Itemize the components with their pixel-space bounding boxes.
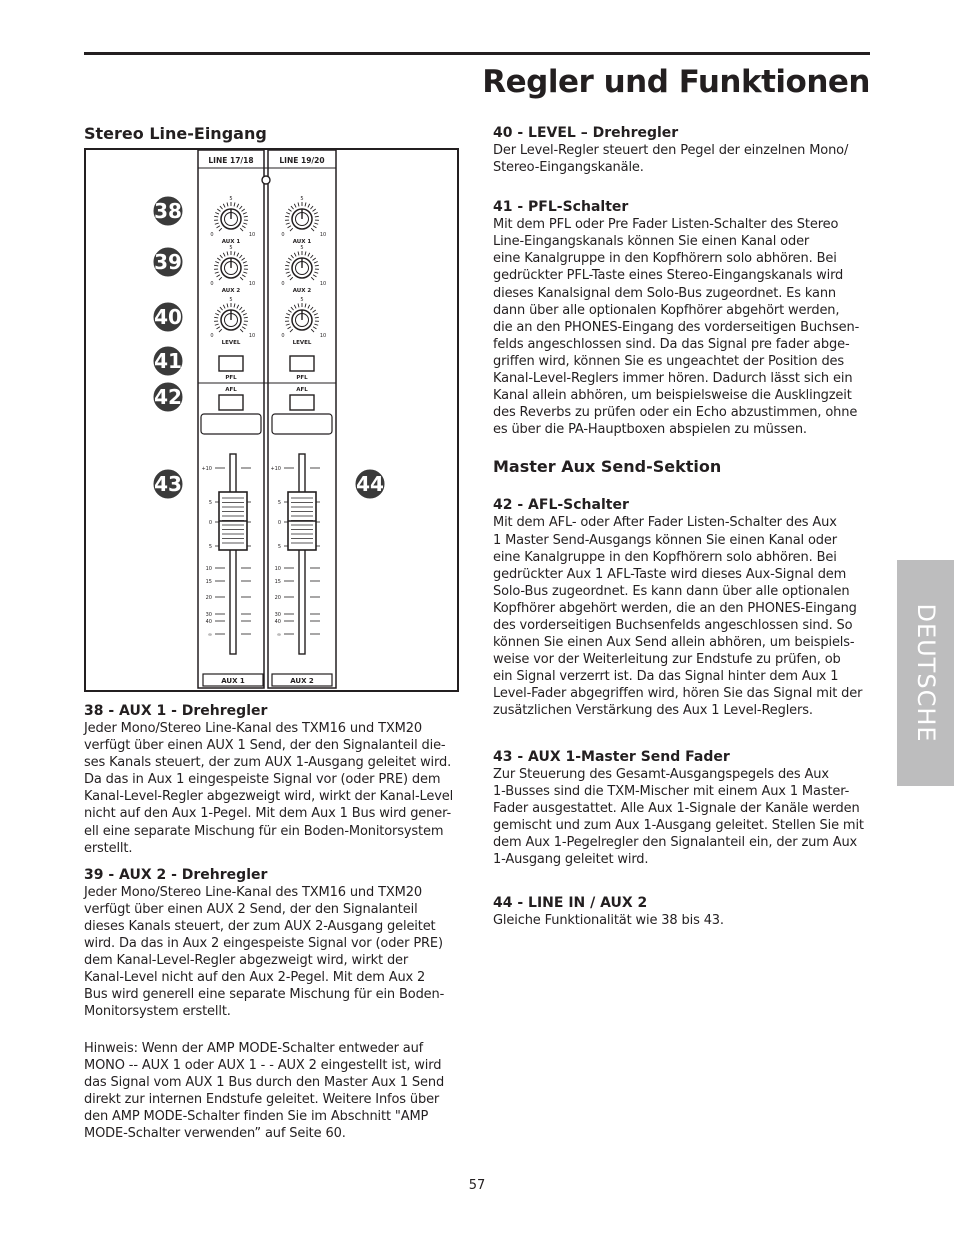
fader-scale-label: +10 [201,466,212,472]
knob-tick [294,204,296,208]
knob-scale-min: 0 [210,281,214,287]
knob-label: AUX 1 [221,239,241,245]
fader-scale-label: 0 [208,520,212,526]
knob-tick [220,255,223,258]
knob-tick [290,228,293,231]
knob-scale-min: 0 [210,232,214,238]
text-44: Gleiche Funktionalität wie 38 bis 43. [493,913,724,929]
knob-tick [313,258,316,260]
knob-tick [237,204,239,208]
knob-tick [285,216,289,217]
pfl-label: PFL [225,375,237,381]
knob-tick [242,209,245,211]
knob-scale-max: 10 [248,232,256,238]
fader-scale-label: 5 [277,544,281,550]
callout-number: 44 [356,472,384,496]
knob-tick [305,202,306,206]
knob-scale-max: 10 [319,232,327,238]
knob-scale-max: 10 [319,333,327,339]
knob-tick [315,317,319,318]
knob-scale-max: 10 [248,281,256,287]
knob-tick [288,258,291,260]
knob-tick [294,305,296,309]
language-tab [897,560,954,786]
mixer-diagram [86,150,457,690]
knob-scale-mid: 5 [229,196,233,202]
knob-label: AUX 2 [292,288,312,294]
knob-tick [215,261,219,263]
text-42: Mit dem AFL- oder After Fader Listen-Schalter des Aux 1 Master Send-Ausgangs können Sie einen Kanal oder eine Kanalgruppe in den Kopfhörern solo abhören. Bei gedrückter Aux 1 AFL-Taste wird dieses Aux-Signal dem Solo-Bus zugeordnet. Es kann dann über alle optionalen Kopfhörer abgehört werden, die an den PHONES-Eingang des vorderseitigen Buchsenfelds angeschlossen sind. So können Sie einen Aux Send allein abhören, um beispiels- weise vor der Weiterleitung zur Endstufe zu prüfen, ob ein Signal verzerrt ist. Da das Signal hinter dem Aux 1 Level-Fader abgegriffen wird, hören Sie das Signal mit der zusätzlichen Verstärkung des Aux 1 Level-Reglers. [493,515,863,719]
section-heading-master-aux: Master Aux Send-Sektion [493,457,722,477]
page-number: 57 [468,1178,486,1193]
knob-tick [314,261,318,263]
knob-label: LEVEL [292,340,312,346]
knob-tick [243,223,247,224]
knob-tick [244,317,248,318]
fader-scale-label: 5 [208,544,212,550]
pfl-button [290,356,314,371]
heading-40: 40 - LEVEL – Drehregler [493,125,679,141]
label-strip [272,414,332,434]
knob-tick [308,305,310,309]
heading-42: 42 - AFL-Schalter [493,497,629,514]
knob-tick [244,216,248,217]
fader-scale-label: 5 [208,500,212,506]
knob-tick [298,251,299,255]
knob-scale-max: 10 [248,333,256,339]
knob-tick [215,324,219,325]
knob-tick [313,310,316,312]
note-amp-mode: Hinweis: Wenn der AMP MODE-Schalter entweder auf MONO -- AUX 1 oder AUX 1 - - AUX 2 eingestellt ist, wird das Signal vom AUX 1 Bus durch den Master Aux 1 Send direkt zur internen Endstufe geleitet. Weitere Infos über den AMP MODE-Schalter finden Sie im Abschnitt "AMP MODE-Schalter verwenden” auf Seite 60. [84,1040,445,1141]
knob-tick [308,253,310,257]
fader-scale-label: 20 [274,595,281,601]
knob-tick [314,212,318,214]
heading-39: 39 - AUX 2 - Drehregler [84,866,268,883]
knob-tick [227,202,228,206]
language-tab-label: DEUTSCHE [911,603,940,743]
knob-tick [214,265,218,266]
knob-tick [215,313,219,315]
knob-tick [242,310,245,312]
fader-track [230,454,236,654]
knob-tick [223,204,225,208]
knob-scale-min: 0 [210,333,214,339]
knob-tick [240,228,243,231]
knob-tick [243,272,247,273]
fader-scale-label: 20 [205,595,212,601]
knob-tick [291,307,294,310]
knob-tick [291,255,294,258]
knob-label: LEVEL [221,340,241,346]
afl-label: AFL [225,387,237,393]
heading-41: 41 - PFL-Schalter [493,199,629,216]
knob-tick [243,212,247,214]
fader-scale-label: ∞ [276,632,281,638]
knob-tick [242,327,245,329]
knob-tick [290,277,293,280]
fader-scale-label: 30 [274,612,281,618]
callout-number: 39 [154,250,182,274]
fader-scale-label: 15 [274,579,281,585]
fader-scale-label: 40 [205,619,212,625]
channel-label: LINE 19/20 [279,156,325,165]
knob-tick [217,258,220,260]
knob-tick [227,251,228,255]
knob-tick [286,212,290,214]
knob-tick [311,228,314,231]
knob-tick [288,226,291,228]
callout-number: 41 [154,349,182,373]
knob-tick [220,307,223,310]
knob-tick [219,277,222,280]
knob-tick [215,212,219,214]
callout-number: 38 [154,199,182,223]
callout-number: 40 [154,305,182,329]
knob-tick [314,272,318,273]
knob-tick [288,310,291,312]
knob-tick [285,317,289,318]
knob-tick [239,255,242,258]
knob-tick [298,202,299,206]
fader-label: AUX 1 [221,677,245,685]
fader-scale-label: 30 [205,612,212,618]
knob-tick [286,272,290,273]
knob-tick [286,313,290,315]
knob-tick [308,204,310,208]
knob-tick [234,251,235,255]
heading-43: 43 - AUX 1-Master Send Fader [493,748,730,765]
knob-tick [298,303,299,307]
knob-tick [243,313,247,315]
knob-tick [310,255,313,258]
pfl-label: PFL [296,375,308,381]
knob-tick [243,324,247,325]
knob-tick [286,223,290,224]
heading-38: 38 - AUX 1 - Drehregler [84,703,268,719]
fader-scale-label: 40 [274,619,281,625]
knob-tick [214,317,218,318]
text-41: Mit dem PFL oder Pre Fader Listen-Schalter des Stereo Line-Eingangskanals können Sie einen Kanal oder eine Kanalgruppe in den Kopfhörern solo abhören. Bei gedrückter PFL-Taste eines Stereo-Eingangskanals wird dieses Kanalsignal dem Solo-Bus zugeordnet. Es kann dann über alle optionalen Kopfhörer abgehört werden, die an den PHONES-Eingang des vorderseitigen Buchsen- felds angeschlossen sind. Da das Signal pre fader abge- griffen wird, können Sie es ungeachtet der Position des Kanal-Level-Reglers immer hören. Dadurch lässt sich ein Kanal allein abhören, um beispielsweise die Ausklingzeit des Reverbs zu prüfen oder ein Echo abzustimmen, ohne es über die PA-Hauptboxen abspielen zu müssen. [493,217,860,438]
fader-scale-label: 10 [274,566,281,572]
knob-tick [314,223,318,224]
knob-tick [223,305,225,309]
knob-tick [286,261,290,263]
knob-tick [220,206,223,209]
knob-tick [314,324,318,325]
page-title: Regler und Funktionen [482,64,870,100]
heading-44: 44 - LINE IN / AUX 2 [493,895,648,912]
knob-scale-min: 0 [281,333,285,339]
knob-scale-min: 0 [281,281,285,287]
knob-tick [288,209,291,211]
knob-scale-mid: 5 [229,297,233,303]
knob-tick [242,258,245,260]
knob-tick [217,327,220,329]
knob-tick [240,329,243,332]
knob-scale-max: 10 [319,281,327,287]
knob-tick [242,226,245,228]
knob-tick [313,226,316,228]
knob-tick [217,310,220,312]
pfl-button [219,356,243,371]
knob-tick [244,265,248,266]
knob-scale-mid: 5 [300,245,304,251]
knob-scale-mid: 5 [300,297,304,303]
knob-tick [314,313,318,315]
knob-tick [305,251,306,255]
knob-tick [305,303,306,307]
afl-button [290,395,314,410]
knob-tick [234,303,235,307]
text-39: Jeder Mono/Stereo Line-Kanal des TXM16 und TXM20 verfügt über einen AUX 2 Send, der den Signalanteil dieses Kanals steuert, der zum AUX 2-Ausgang geleitet wird. Da das in Aux 2 eingespeiste Signal vor (oder PRE) dem Kanal-Level-Regler abgezweigt wird, wirkt der Kanal-Level nicht auf den Aux 2-Pegel. Mit dem Aux 2 Bus wird generell eine separate Mischung für ein Boden- Monitorsystem erstellt. [84,884,445,1020]
knob-scale-mid: 5 [229,245,233,251]
fader-scale-label: 5 [277,500,281,506]
label-strip [201,414,261,434]
knob-tick [294,253,296,257]
text-43: Zur Steuerung des Gesamt-Ausgangspegels des Aux 1-Busses sind die TXM-Mischer mit einem Aux 1 Master- Fader ausgestattet. Alle Aux 1-Signale der Kanäle werden gemischt und zum Aux 1-Ausgang geleitet. Stellen Sie mit dem Aux 1-Pegelregler den Signalanteil ein, der zum Aux 1-Ausgang geleitet wird. [493,766,864,867]
knob-tick [217,275,220,277]
knob-tick [227,303,228,307]
knob-tick [285,265,289,266]
knob-tick [290,329,293,332]
knob-scale-mid: 5 [300,196,304,202]
knob-tick [313,275,316,277]
knob-tick [237,253,239,257]
knob-tick [313,327,316,329]
knob-tick [239,307,242,310]
knob-scale-min: 0 [281,232,285,238]
knob-label: AUX 2 [221,288,241,294]
callout-number: 42 [154,385,182,409]
knob-tick [217,209,220,211]
fader-scale-label: +10 [270,466,281,472]
fader-scale-label: 15 [205,579,212,585]
knob-tick [315,216,319,217]
knob-tick [243,261,247,263]
knob-tick [313,209,316,211]
fader-scale-label: 0 [277,520,281,526]
knob-tick [237,305,239,309]
knob-tick [219,228,222,231]
knob-tick [219,329,222,332]
afl-label: AFL [296,387,308,393]
knob-tick [291,206,294,209]
knob-tick [315,265,319,266]
knob-label: AUX 1 [292,239,312,245]
knob-tick [288,327,291,329]
knob-tick [239,206,242,209]
knob-tick [217,226,220,228]
knob-tick [214,216,218,217]
knob-tick [311,277,314,280]
knob-tick [286,324,290,325]
knob-tick [240,277,243,280]
knob-tick [288,275,291,277]
mixer-channel-figure [84,148,459,692]
knob-tick [242,275,245,277]
link-led [262,176,270,184]
text-38: Jeder Mono/Stereo Line-Kanal des TXM16 und TXM20 verfügt über einen AUX 1 Send, der den Signalanteil die- ses Kanals steuert, der zum AUX 1-Ausgang geleitet wird. Da das in Aux 1 eingespeiste Signal vor (oder PRE) dem Kanal-Level-Regler abgezweigt wird, wirkt der Kanal-Level nicht auf den Aux 1-Pegel. Mit dem Aux 1 Bus wird gener- ell eine separate Mischung für ein Boden-Monitorsystem erstellt. [84,721,454,856]
fader-scale-label: ∞ [207,632,212,638]
channel-label: LINE 17/18 [208,156,254,165]
fader-track [299,454,305,654]
knob-tick [310,307,313,310]
fader-label: AUX 2 [290,677,314,685]
afl-button [219,395,243,410]
top-rule [84,52,870,55]
knob-tick [215,223,219,224]
fader-scale-label: 10 [205,566,212,572]
text-40: Der Level-Regler steuert den Pegel der einzelnen Mono/ Stereo-Eingangskanäle. [493,143,849,176]
callout-number: 43 [154,472,182,496]
knob-tick [310,206,313,209]
knob-tick [234,202,235,206]
knob-tick [215,272,219,273]
knob-tick [223,253,225,257]
section-heading-stereo-line: Stereo Line-Eingang [84,124,267,143]
knob-tick [311,329,314,332]
